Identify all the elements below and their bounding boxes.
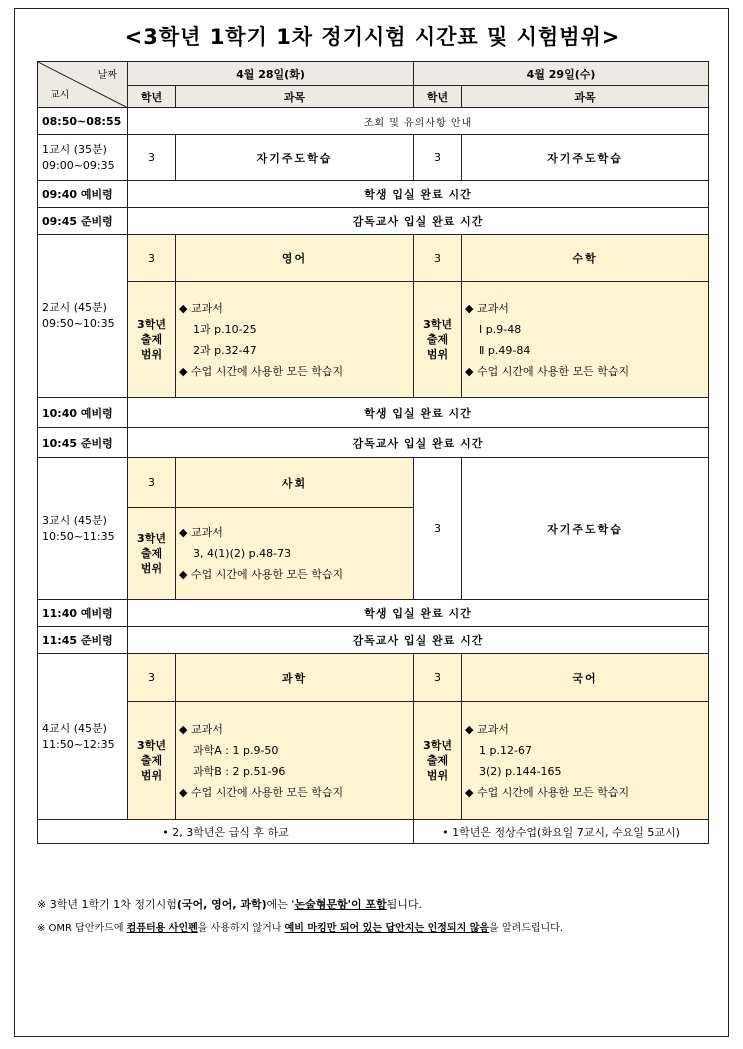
time-cell: 08:50~08:55 <box>38 108 128 135</box>
note-essay: ※ 3학년 1학기 1차 정기시험(국어, 영어, 과학)에는 '논술형문항'이 포함됩니다. <box>37 898 423 911</box>
subject-cell: 영어 <box>176 235 414 282</box>
note-cell: 감독교사 입실 완료 시간 <box>128 428 709 458</box>
table-row <box>38 398 709 428</box>
day2-header: 4월 29일(수) <box>414 62 709 86</box>
exam-range-cell: ◆ 교과서 1 p.12-67 3(2) p.144-165 ◆ 수업 시간에 사용한 모든 학습지 <box>462 702 709 820</box>
range-label-cell: 3학년 출제 범위 <box>128 282 176 398</box>
grade-cell: 3 <box>128 654 176 702</box>
period-label: 1교시 (35분) <box>42 142 107 156</box>
range-label-cell: 3학년 출제 범위 <box>414 702 462 820</box>
table-row <box>38 135 709 181</box>
subject-cell: 수학 <box>462 235 709 282</box>
table-row <box>38 235 709 282</box>
table-row <box>38 654 709 702</box>
time-cell: 11:40 예비령 <box>38 600 128 627</box>
table-row <box>38 627 709 654</box>
note-cell: 감독교사 입실 완료 시간 <box>128 208 709 235</box>
period-label: 3교시 (45분) <box>42 513 107 527</box>
subject-cell: 국어 <box>462 654 709 702</box>
subject-cell: 자기주도학습 <box>462 135 709 181</box>
period4-time-cell <box>38 654 128 820</box>
note-cell: 감독교사 입실 완료 시간 <box>128 627 709 654</box>
grade-cell: 3 <box>414 135 462 181</box>
corner-period-label: 교시 <box>50 90 70 101</box>
time-cell: 11:45 준비령 <box>38 627 128 654</box>
period3-time-cell <box>38 458 128 600</box>
note-cell: 학생 입실 완료 시간 <box>128 181 709 208</box>
notes-section <box>37 893 722 941</box>
note-cell: 학생 입실 완료 시간 <box>128 600 709 627</box>
table-row <box>38 458 709 508</box>
grade-cell: 3 <box>128 235 176 282</box>
page-title: <3학년 1학기 1차 정기시험 시간표 및 시험범위> <box>124 25 621 49</box>
period-time: 11:50~12:35 <box>42 737 115 751</box>
day2-grade-col: 학년 <box>414 86 462 108</box>
subject-cell: 자기주도학습 <box>176 135 414 181</box>
subject-cell: 자기주도학습 <box>462 458 709 600</box>
table-row <box>38 208 709 235</box>
exam-range-cell: ◆ 교과서 Ⅰ p.9-48 Ⅱ p.49-84 ◆ 수업 시간에 사용한 모든 학습지 <box>462 282 709 398</box>
period-label: 4교시 (45분) <box>42 721 107 735</box>
note-omr: ※ OMR 답안카드에 컴퓨터용 사인펜을 사용하지 않거나 예비 마킹만 되어 있는 답안지는 인정되지 않음을 알려드립니다. <box>37 923 564 934</box>
exam-schedule-table <box>37 61 709 844</box>
grade-cell: 3 <box>414 458 462 600</box>
table-row <box>38 600 709 627</box>
day1-grade-col: 학년 <box>128 86 176 108</box>
day2-subject-col: 과목 <box>462 86 709 108</box>
time-cell: 09:40 예비령 <box>38 181 128 208</box>
grade-cell: 3 <box>414 235 462 282</box>
period1-time-cell <box>38 135 128 181</box>
subject-cell: 사회 <box>176 458 414 508</box>
exam-range-cell: ◆ 교과서 1과 p.10-25 2과 p.32-47 ◆ 수업 시간에 사용한 모든 학습지 <box>176 282 414 398</box>
footer-left-note: • 2, 3학년은 급식 후 하교 <box>38 820 414 844</box>
note-cell: 학생 입실 완료 시간 <box>128 398 709 428</box>
subject-cell: 과학 <box>176 654 414 702</box>
grade-cell: 3 <box>414 654 462 702</box>
period2-time-cell <box>38 235 128 398</box>
grade-cell: 3 <box>128 458 176 508</box>
exam-range-cell: ◆ 교과서 3, 4(1)(2) p.48-73 ◆ 수업 시간에 사용한 모든 학습지 <box>176 508 414 600</box>
exam-range-cell: ◆ 교과서 과학A : 1 p.9-50 과학B : 2 p.51-96 ◆ 수업 시간에 사용한 모든 학습지 <box>176 702 414 820</box>
range-label-cell: 3학년 출제 범위 <box>414 282 462 398</box>
table-row <box>38 702 709 820</box>
footer-right-note: • 1학년은 정상수업(화요일 7교시, 수요일 5교시) <box>414 820 709 844</box>
header-corner-cell <box>38 62 128 108</box>
day1-subject-col: 과목 <box>176 86 414 108</box>
period-time: 09:50~10:35 <box>42 317 115 330</box>
period-time: 09:00~09:35 <box>42 158 115 172</box>
range-label-cell: 3학년 출제 범위 <box>128 702 176 820</box>
day1-header: 4월 28일(화) <box>128 62 414 86</box>
table-row <box>38 181 709 208</box>
time-cell: 10:45 준비령 <box>38 428 128 458</box>
table-row <box>38 428 709 458</box>
time-cell: 10:40 예비령 <box>38 398 128 428</box>
grade-cell: 3 <box>128 135 176 181</box>
note-cell: 조회 및 유의사항 안내 <box>128 108 709 135</box>
page-frame <box>14 8 729 1037</box>
table-row <box>38 108 709 135</box>
period-label: 2교시 (45분) <box>42 301 107 314</box>
corner-date-label: 날짜 <box>97 70 117 81</box>
period-time: 10:50~11:35 <box>42 529 115 543</box>
time-cell: 09:45 준비령 <box>38 208 128 235</box>
table-footer-row <box>38 820 709 844</box>
range-label-cell: 3학년 출제 범위 <box>128 508 176 600</box>
table-row <box>38 282 709 398</box>
